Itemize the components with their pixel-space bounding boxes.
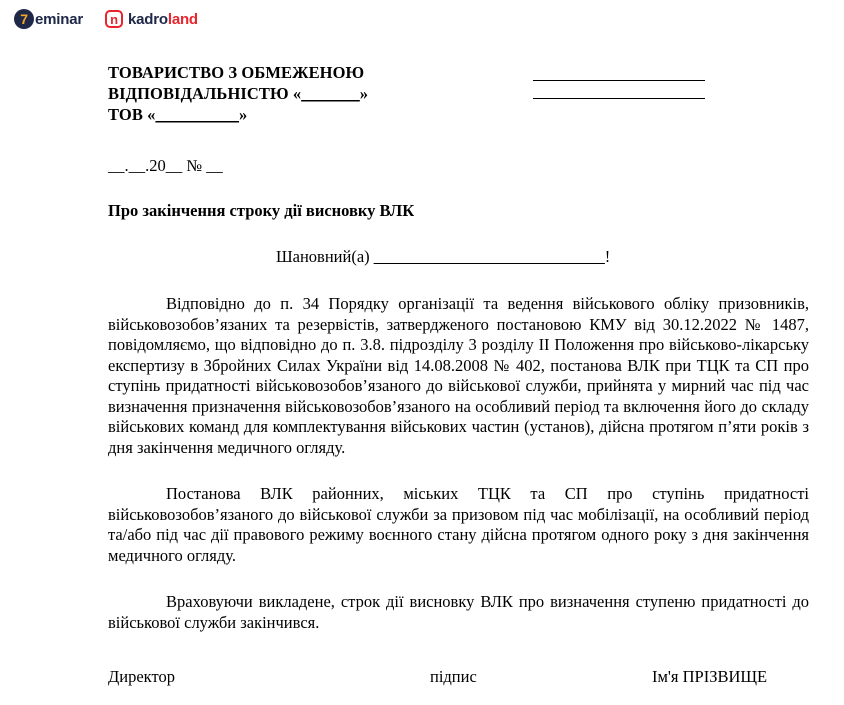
salutation-name-blank-field[interactable]: ____________________________ (373, 247, 605, 266)
salutation-prefix: Шановний(а) (276, 247, 374, 266)
organization-line-3-suffix: » (239, 105, 248, 124)
body-paragraph-1: Відповідно до п. 34 Порядку організації та ведення військового обліку призовників, військовозобов’язаних та резервістів, затвердженого постановою КМУ від 30.12.2022 № 1487, повідомляємо, що відповідно до п. 3.8. підрозділу 3 розділу ІІ Положення про військово-лікарську експертизу в Збройних Силах України від 14.08.2008 № 402, постанова ВЛК при ТЦК та СП про ступінь придатності військовозобов’язаного до військової служби, прийнята у мирний час під час визначення призначення військовозобов’язаного на особливий період та включення його до складу військових команд для комплектування військових частин (установ), дійсна протягом п’яти років з дня закінчення медичного огляду. (108, 294, 809, 457)
salutation-line (108, 247, 809, 267)
addressee-blank-rules (533, 62, 705, 99)
kadroland-logo-word-dark: kadro (128, 10, 168, 28)
organization-line-2-prefix: ВІДПОВІДАЛЬНІСТЮ « (108, 84, 302, 103)
organization-header (108, 62, 809, 125)
salutation-suffix: ! (604, 247, 611, 266)
addressee-rule-line-2[interactable] (533, 98, 705, 99)
kadroland-logo[interactable] (105, 10, 198, 28)
document-page (0, 38, 844, 705)
kadroland-logo-word-accent: land (167, 10, 198, 28)
signature-block (108, 667, 809, 687)
body-paragraph-3: Враховуючи викладене, строк дії висновку ВЛК про визначення ступеню придатності до військової служби закінчився. (108, 592, 809, 632)
seminar-logo-digit: 7 (20, 10, 28, 27)
kadroland-logo-letter: n (110, 12, 118, 27)
organization-name-line-3 (108, 104, 809, 125)
seminar-logo-word: eminar (35, 10, 83, 28)
seminar-logo[interactable] (14, 9, 83, 29)
organization-name-line-1: ТОВАРИСТВО З ОБМЕЖЕНОЮ (108, 63, 365, 82)
signature-placeholder: підпис (430, 667, 477, 686)
organization-line-3-prefix: ТОВ « (108, 105, 156, 124)
organization-name-blank-field[interactable]: _______ (301, 84, 360, 103)
signature-name: Ім'я ПРІЗВИЩЕ (652, 667, 768, 686)
kadroland-square-n-icon (105, 10, 123, 28)
organization-short-name-blank-field[interactable]: __________ (155, 105, 240, 124)
document-date-number-line[interactable]: __.__.20__ № __ (108, 156, 223, 175)
seminar-circle-7-icon (14, 9, 34, 29)
signature-role: Директор (108, 667, 175, 686)
document-subject: Про закінчення строку дії висновку ВЛК (108, 201, 415, 220)
brand-bar (0, 0, 844, 38)
organization-line-2-suffix: » (359, 84, 369, 103)
addressee-rule-line-1[interactable] (533, 80, 705, 81)
body-paragraph-2: Постанова ВЛК районних, міських ТЦК та СП про ступінь придатності військовозобов’язаного до військової служби за призовом під час мобілізації, на особливий період та/або під час дії правового режиму воєнного стану дійсна протягом одного року з дня закінчення медичного огляду. (108, 484, 809, 565)
